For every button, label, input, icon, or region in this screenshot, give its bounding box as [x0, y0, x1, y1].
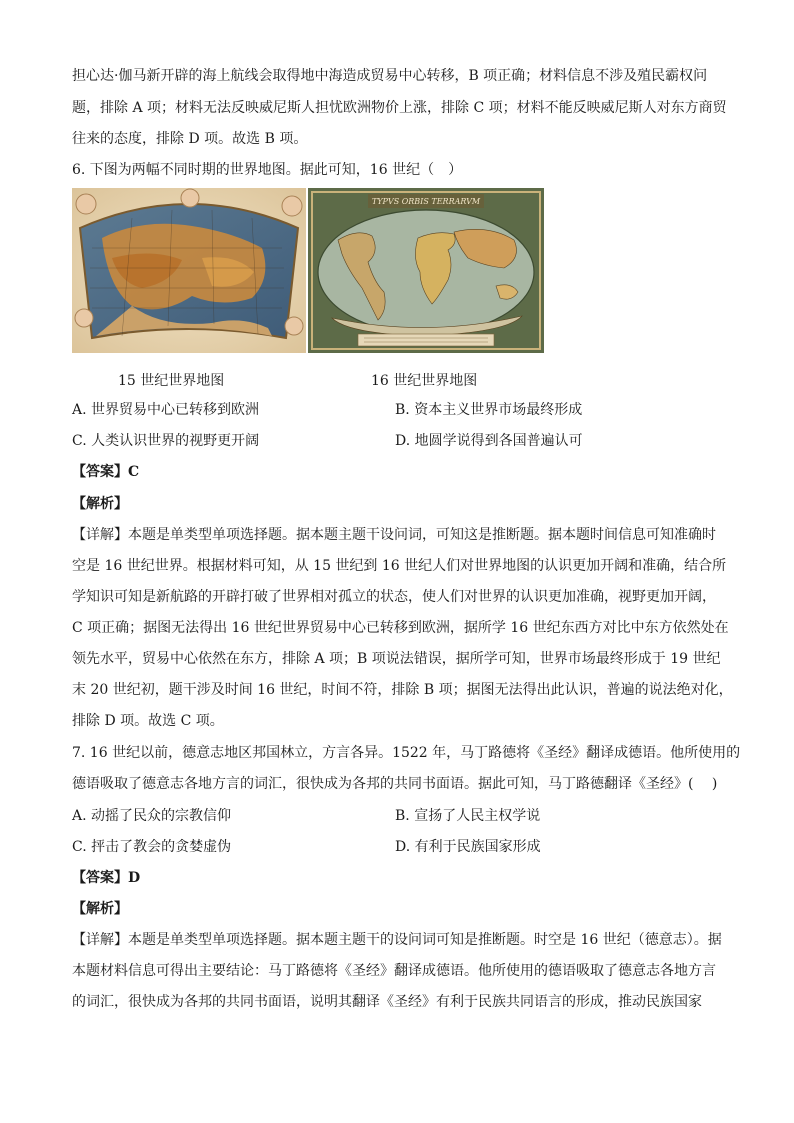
q6-detail-line: 【详解】本题是单类型单项选择题。据本题主题干设问词，可知这是推断题。据本题时间信息可知准确时 [72, 527, 716, 543]
q6-detail-line: 学知识可知是新航路的开辟打破了世界相对孤立的状态，使人们对世界的认识更加准确，视野更加开阔， [72, 589, 716, 605]
q6-detail-line: 排除 D 项。故选 C 项。 [72, 713, 224, 729]
q6-detail-line: 空是 16 世纪世界。根据材料可知，从 15 世纪到 16 世纪人们对世界地图的认识更加开阔和准确，结合所 [72, 558, 727, 574]
q7-option-b: B. 宣扬了人民主权学说 [395, 808, 541, 824]
q7-detail-line: 【详解】本题是单类型单项选择题。据本题主题干的设问词可知是推断题。时空是 16 世纪（德意志）。据 [72, 932, 722, 948]
map-15th-century [72, 188, 306, 353]
map2-caption: 16 世纪世界地图 [371, 373, 478, 389]
q7-option-a: A. 动摇了民众的宗教信仰 [72, 808, 232, 824]
q6-option-d: D. 地圆学说得到各国普遍认可 [395, 433, 583, 449]
question-7-stem: 7. 16 世纪以前，德意志地区邦国林立，方言各异。1522 年，马丁路德将《圣经》翻译成德语。他所使用的 [72, 745, 741, 761]
q6-option-b: B. 资本主义世界市场最终形成 [395, 402, 583, 418]
q7-answer: 【答案】D [72, 870, 141, 886]
question-6-stem: 6. 下图为两幅不同时期的世界地图。据此可知，16 世纪（ ） [72, 162, 463, 178]
q7-option-c: C. 抨击了教会的贪婪虚伪 [72, 839, 232, 855]
q6-answer: 【答案】C [72, 464, 140, 480]
map-16th-century [308, 188, 544, 353]
q6-detail-line: 领先水平，贸易中心依然在东方，排除 A 项；B 项说法错误，据所学可知，世界市场最终形成于 19 世纪 [72, 651, 721, 667]
text-line: 往来的态度，排除 D 项。故选 B 项。 [72, 131, 308, 147]
q6-option-a: A. 世界贸易中心已转移到欧洲 [72, 402, 260, 418]
map2-title: TYPVS ORBIS TERRARVM [371, 197, 481, 206]
q7-option-d: D. 有利于民族国家形成 [395, 839, 541, 855]
text-line: 担心达·伽马新开辟的海上航线会取得地中海造成贸易中心转移，B 项正确；材料信息不涉及殖民霸权问 [72, 68, 708, 84]
q6-detail-line: 末 20 世纪初，题干涉及时间 16 世纪，时间不符，排除 B 项；据图无法得出此认识，普遍的说法绝对化， [72, 682, 733, 698]
map1-caption: 15 世纪世界地图 [118, 373, 225, 389]
text-line: 题，排除 A 项；材料无法反映威尼斯人担忧欧洲物价上涨，排除 C 项；材料不能反映威尼斯人对东方商贸 [72, 100, 727, 116]
q7-detail-line: 的词汇，很快成为各邦的共同书面语，说明其翻译《圣经》有利于民族共同语言的形成，推动民族国家 [72, 994, 702, 1010]
q6-option-c: C. 人类认识世界的视野更开阔 [72, 433, 260, 449]
q6-detail-line: C 项正确；据图无法得出 16 世纪世界贸易中心已转移到欧洲，据所学 16 世纪东西方对比中东方依然处在 [72, 620, 729, 636]
q6-analysis-label: 【解析】 [72, 496, 128, 512]
question-7-stem: 德语吸取了德意志各地方言的词汇，很快成为各邦的共同书面语。据此可知，马丁路德翻译《圣经》( ) [72, 776, 718, 792]
q7-detail-line: 本题材料信息可得出主要结论：马丁路德将《圣经》翻译成德语。他所使用的德语吸取了德意志各地方言 [72, 963, 716, 979]
q7-analysis-label: 【解析】 [72, 901, 128, 917]
